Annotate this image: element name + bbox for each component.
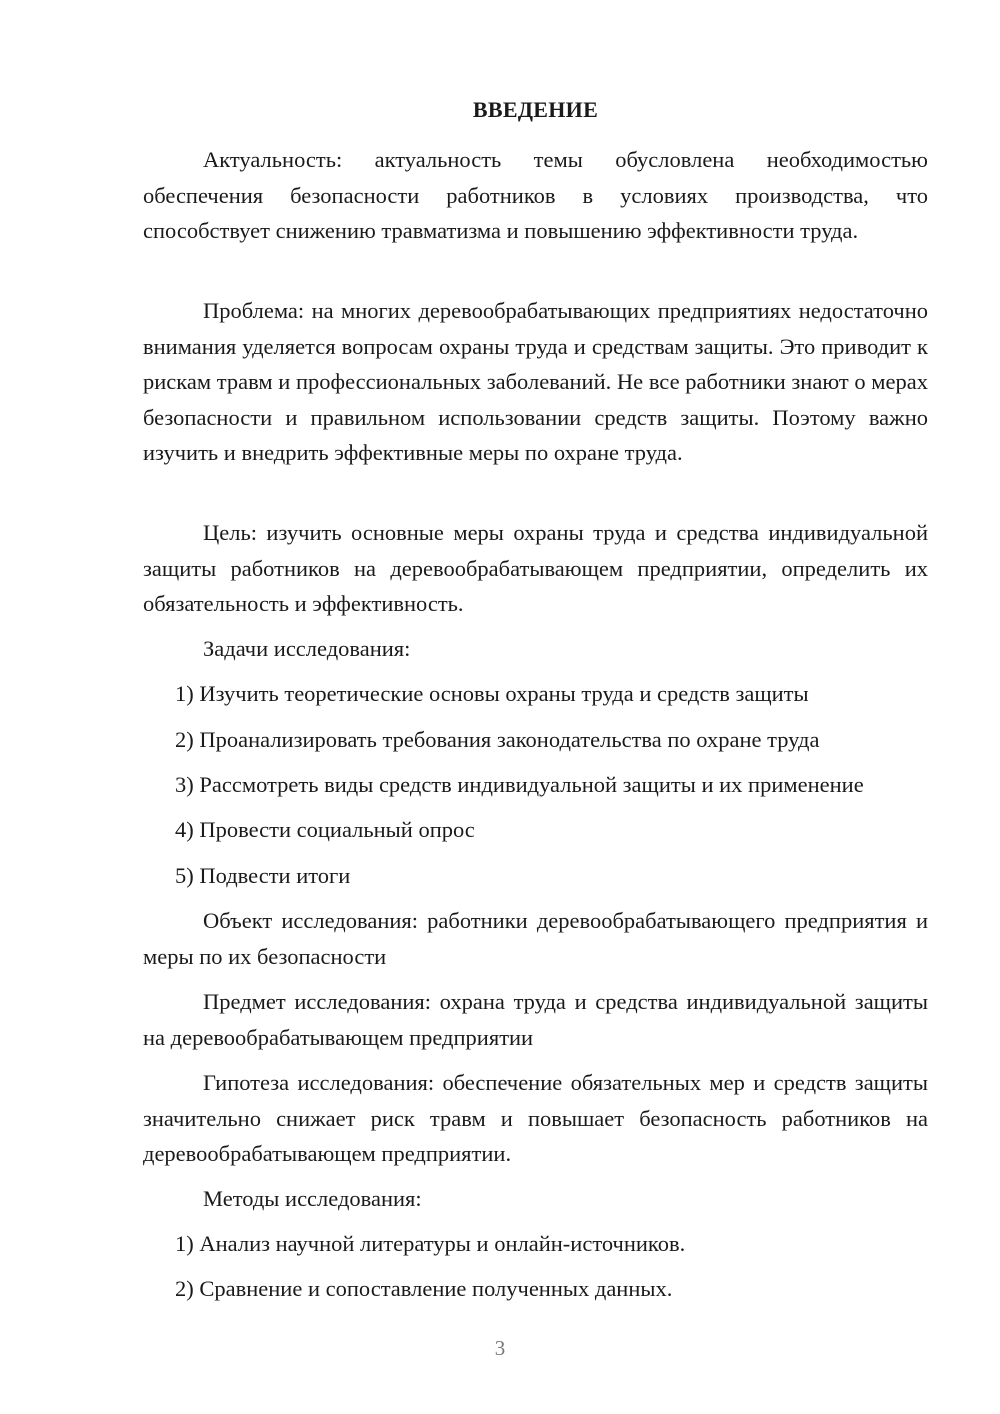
task-item: 1) Изучить теоретические основы охраны труда и средств защиты — [175, 681, 809, 706]
task-item: 5) Подвести итоги — [175, 863, 351, 888]
hypothesis-paragraph: Гипотеза исследования: обеспечение обязательных мер и средств защиты значительно снижает риск травм и повышает безопасность работников на деревообрабатывающем предприятии. — [143, 1070, 928, 1166]
relevance-paragraph: Актуальность: актуальность темы обусловлена необходимостью обеспечения безопасности работников в условиях производства, что способствует снижению травматизма и повышению эффективности труда. — [143, 147, 928, 243]
goal-paragraph: Цель: изучить основные меры охраны труда и средства индивидуальной защиты работников на деревообрабатывающем предприятии, определить их обязательность и эффективность. — [143, 520, 928, 616]
page-number: 3 — [494, 1336, 506, 1360]
task-item: 2) Проанализировать требования законодательства по охране труда — [175, 727, 820, 752]
method-item: 2) Сравнение и сопоставление полученных данных. — [175, 1276, 673, 1301]
object-paragraph: Объект исследования: работники деревообрабатывающего предприятия и меры по их безопасности — [143, 908, 928, 969]
methods-heading: Методы исследования: — [203, 1186, 422, 1211]
task-item: 3) Рассмотреть виды средств индивидуальной защиты и их применение — [175, 772, 864, 797]
tasks-heading: Задачи исследования: — [203, 636, 411, 661]
page-title: ВВЕДЕНИЕ — [472, 97, 599, 122]
problem-paragraph: Проблема: на многих деревообрабатывающих предприятиях недостаточно внимания уделяется вопросам охраны труда и средствам защиты. Это приводит к рискам травм и профессиональных заболеваний. Не все работники знают о мерах безопасности и правильном использовании средств защиты. Поэтому важно изучить и внедрить эффективные меры по охране труда. — [143, 298, 928, 465]
subject-paragraph: Предмет исследования: охрана труда и средства индивидуальной защиты на деревообрабатывающем предприятии — [143, 989, 928, 1050]
task-item: 4) Провести социальный опрос — [175, 817, 475, 842]
method-item: 1) Анализ научной литературы и онлайн-источников. — [175, 1231, 686, 1256]
